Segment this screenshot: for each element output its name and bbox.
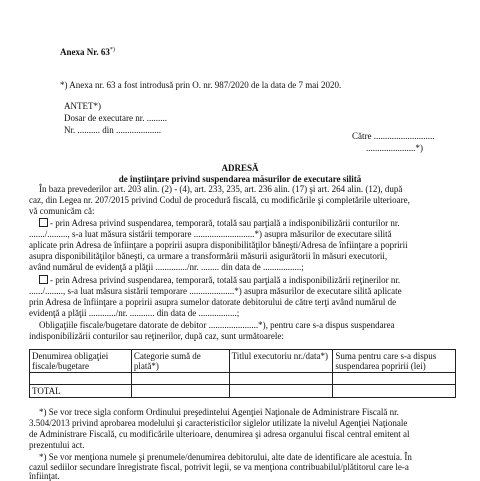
option-1-line-5: având numărul de evidenţă a plăţii ............../nr. ........ din data de .................; — [29, 262, 304, 272]
obligations-paragraph-line-1: Obligaţiile fiscale/bugetare datorate de debitor ......................*), pentru care s-a dispus suspendarea — [39, 320, 395, 330]
option-1-line-3: aplicate prin Adresa de înfiinţare a popririi asupra disponibilităţilor băneşti/Adresa de înfiinţare a popririi — [29, 240, 408, 250]
footnote-2-line-2: cazul sediilor secundare înregistrate fiscal, potrivit legii, se va menţiona contribuabilul/plătitorul care le-a — [29, 462, 409, 472]
table-cell — [229, 373, 333, 385]
option-2-checkbox[interactable] — [39, 275, 48, 284]
table-cell — [131, 385, 229, 398]
footnote-1-line-1: *) Se vor trece sigla conform Ordinului preşedintelui Agenţiei Naţionale de Administrare Fiscală nr. — [39, 407, 399, 417]
annex-heading: Anexa Nr. 63*) — [60, 47, 115, 57]
obligations-paragraph-line-2: indisponibilizării conturilor sau reţinerilor, după caz, sunt următoarele: — [29, 331, 284, 341]
document-subtitle: de înştiinţare privind suspendarea măsurilor de executare silită — [118, 174, 362, 184]
option-1-checkbox[interactable] — [39, 218, 48, 227]
footnote-1-line-2: 3.504/2013 privind aprobarea modelului şi caracteristicilor siglelor utilizate la nivelul Agenţiei Naţionale — [29, 418, 408, 428]
option-2-line-3: prin Adresa de înfiinţare a popririi asupra sumelor datorate debitorului de către terţi având numărul de — [29, 297, 397, 307]
option-2-line-2: ....../........, s-a luat măsura sistării temporare ....................*) asupra măsurilor de executare silită aplicate — [29, 286, 402, 296]
footnote-1-line-4: prezentului act. — [29, 440, 85, 450]
table-header-row — [30, 350, 456, 373]
option-2-line-4: evidenţă a plăţii ............/nr. ........... din data de .................; — [29, 308, 240, 318]
document-title: ADRESĂ — [221, 163, 259, 173]
footnote-2-line-3: înfiinţat. — [29, 471, 60, 481]
recipient-line: Către ........................... — [352, 131, 435, 141]
table-cell — [30, 373, 132, 385]
table-cell — [229, 385, 333, 398]
annex-note: *) Anexa nr. 63 a fost introdusă prin O. nr. 987/2020 de la data de 7 mai 2020. — [60, 80, 342, 90]
document-number-date: Nr. .......... din .................... — [64, 125, 162, 135]
option-1-line-2: ......./........., s-a luat măsura sistării temporare ...........................*) asupra măsurilor de executare silită — [29, 229, 392, 239]
table-row — [30, 373, 456, 385]
intro-paragraph-line-1: În baza prevederilor art. 203 alin. (2) - (4), art. 233, 235, art. 236 alin. (17) şi art. 264 alin. (12), după — [39, 184, 403, 194]
table-cell — [333, 373, 456, 385]
table-cell — [131, 373, 229, 385]
table-header-cell: Titlul executoriu nr./data*) — [229, 350, 333, 373]
intro-paragraph-line-2: caz, din Legea nr. 207/2015 privind Codul de procedură fiscală, cu modificările şi completările ulterioare, — [29, 195, 410, 205]
table-header-cell: Suma pentru care s-a dispus suspendarea popririi (lei) — [333, 350, 456, 373]
intro-paragraph-line-3: vă comunicăm că: — [29, 206, 95, 216]
footnote-2-line-1: *) Se vor menţiona numele şi prenumele/denumirea debitorului, alte date de identificare ale acestuia. În — [39, 452, 412, 462]
recipient-line-2: ......................*) — [366, 143, 423, 153]
footnote-1-line-3: de Administrare Fiscală, cu modificările ulterioare, denumirea şi adresa organului fiscal central emitent al — [29, 429, 410, 439]
obligations-table — [29, 349, 456, 398]
table-header-cell: Denumirea obligaţiei fiscale/bugetare — [30, 350, 132, 373]
option-1-line-4: asupra disponibilităţilor băneşti, ca urmare a transformării măsurii asigurătorii în măsuri executorii, — [29, 251, 388, 261]
enforcement-file-number: Dosar de executare nr. ......... — [64, 113, 167, 123]
option-1-line-1: - prin Adresa privind suspendarea, temporară, totală sau parţială a indisponibilizării conturilor nr. — [39, 218, 400, 228]
option-2-line-1: - prin Adresa privind suspendarea, temporară, totală sau parţială a indisponibilizării reţinerilor nr. — [39, 275, 400, 285]
table-header-cell: Categorie sumă de plată*) — [131, 350, 229, 373]
table-total-row — [30, 385, 456, 398]
total-label: TOTAL — [30, 385, 132, 398]
table-cell — [333, 385, 456, 398]
antet-label: ANTET*) — [64, 101, 101, 111]
